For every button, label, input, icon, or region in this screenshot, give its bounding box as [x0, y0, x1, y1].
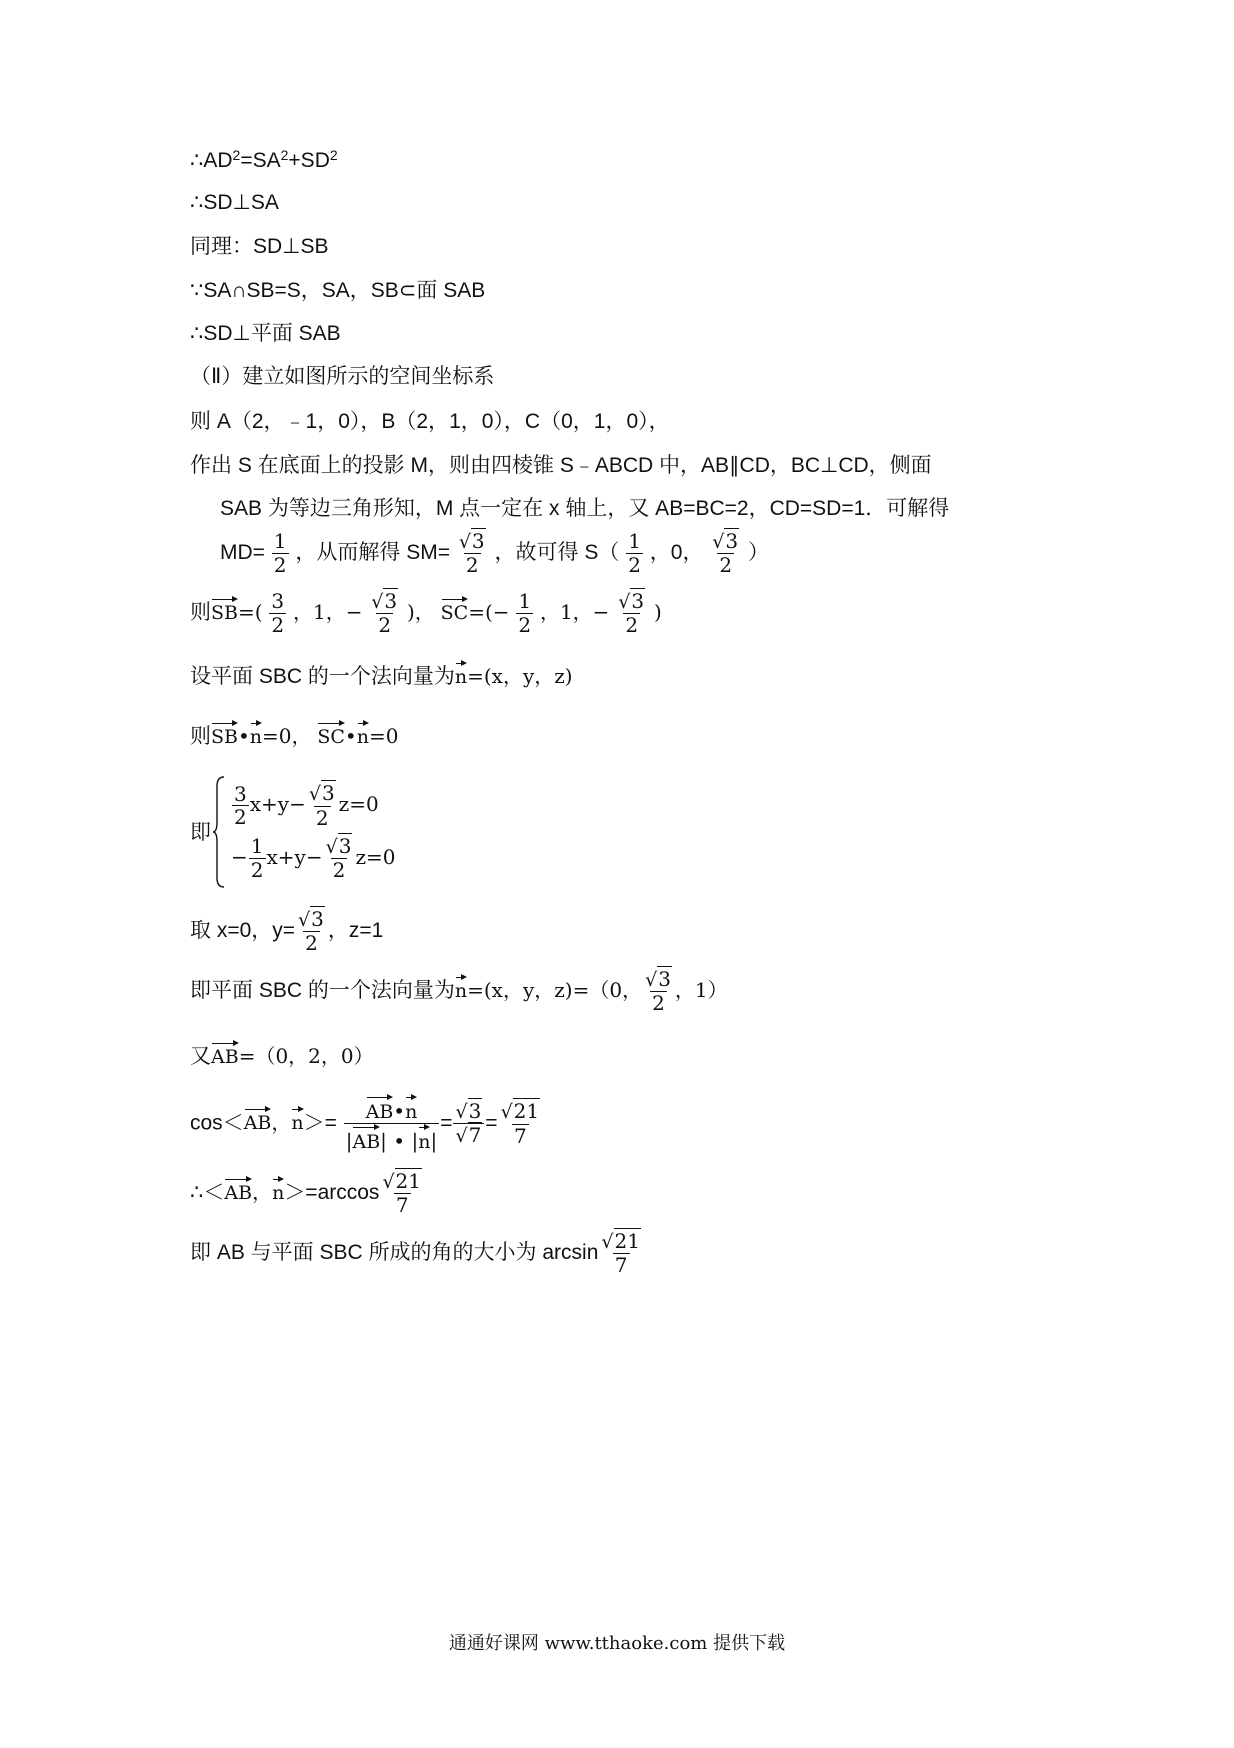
- line-choose-values: [190, 908, 383, 955]
- text: ＞=arccos: [284, 1180, 380, 1204]
- fraction-root3-over-2: $\frac{√3}{2}$: [298, 907, 324, 956]
- system-equations: [231, 782, 395, 881]
- line-arccos: [190, 1170, 425, 1217]
- text: ，1）: [674, 977, 728, 1002]
- text: =: [485, 1111, 498, 1135]
- text: ，: [252, 1179, 273, 1204]
- vector-sb: SB: [211, 596, 238, 623]
- text: =0，: [262, 724, 312, 748]
- exponent: 2: [329, 147, 338, 163]
- text: ∴＜: [190, 1180, 225, 1204]
- text: 即平面 SBC 的一个法向量为: [190, 978, 455, 1002]
- line-final-answer: [190, 1230, 644, 1277]
- text: ): [653, 599, 662, 624]
- fraction-root3-over-2: $\frac{√3}{2}$: [645, 967, 671, 1016]
- text: ∴AD: [190, 149, 233, 172]
- line-normal-vector-result: [190, 968, 728, 1015]
- line-dot-products: [190, 720, 398, 747]
- fraction-root3-over-2: $\frac{√3}{2}$: [325, 834, 352, 883]
- text: =(x，y，z)=（0，: [467, 977, 643, 1002]
- text: =SA: [240, 149, 281, 172]
- text: ，从而解得 SM=: [295, 540, 450, 564]
- text: =(x，y，z): [467, 664, 573, 688]
- equation-system: [190, 776, 395, 888]
- vector-n: n: [455, 660, 467, 687]
- page-footer: 通通好课网 www.tthaoke.com 提供下载: [448, 1633, 786, 1654]
- line-intersection: ∵SA∩SB=S，SA，SB⊂面 SAB: [190, 279, 486, 302]
- fraction-root3-over-2: $\frac{√3}{2}$: [712, 529, 739, 578]
- text: ，1，−: [292, 599, 363, 624]
- fraction-one-half: $\frac{1}{2}$: [628, 529, 641, 577]
- fraction-root3-over-root7: $\frac{√3}{√7}$: [453, 1100, 484, 1148]
- text: ，1，−: [539, 599, 610, 624]
- fraction-root21-over-7: $\frac{√21}{7}$: [601, 1229, 640, 1278]
- fraction-dot-over-norms: $\frac{AB•n}{|AB| • |n|}$: [344, 1094, 439, 1154]
- text: cos＜: [190, 1111, 244, 1135]
- vector-n: n: [291, 1106, 303, 1133]
- fraction-one-half: $\frac{1}{2}$: [250, 834, 264, 882]
- text: ，0，: [649, 540, 704, 564]
- line-vector-ab: [190, 1040, 374, 1067]
- text: ，z=1: [327, 918, 384, 942]
- dot-operator: •: [237, 724, 250, 748]
- vector-ab: AB: [224, 1176, 252, 1203]
- text: =0: [368, 724, 399, 748]
- line-s-point: [220, 530, 769, 577]
- vector-ab: AB: [244, 1106, 272, 1133]
- line-sd-perp-plane: ∴SD⊥平面 SAB: [190, 322, 341, 345]
- text: 取 x=0，y=: [190, 918, 296, 942]
- text: =(: [237, 599, 263, 624]
- vector-n: n: [250, 720, 262, 747]
- equation-two: − $\frac{1}{2}$ x+y− $\frac{√3}{2}$ z=0: [231, 834, 396, 883]
- fraction-three-halves: $\frac{3}{2}$: [271, 589, 285, 637]
- text: 则: [190, 725, 211, 748]
- text: 则: [190, 600, 211, 624]
- text: +SD: [288, 149, 330, 172]
- vector-sc: SC: [441, 596, 469, 623]
- line-ad-squared: [190, 148, 338, 171]
- text: ）: [747, 540, 769, 564]
- text: 又: [190, 1045, 211, 1068]
- line-part-two-heading: （Ⅱ）建立如图所示的空间坐标系: [190, 365, 495, 388]
- text: MD=: [220, 540, 265, 564]
- vector-n: n: [357, 720, 369, 747]
- fraction-three-halves: $\frac{3}{2}$: [234, 781, 247, 830]
- line-sd-perp-sa: ∴SD⊥SA: [190, 191, 279, 214]
- fraction-root3-over-2: $\frac{√3}{2}$: [371, 589, 398, 638]
- fraction-root3-over-2: $\frac{√3}{2}$: [618, 589, 645, 638]
- dot-operator: •: [344, 724, 357, 748]
- line-vectors-sb-sc: [190, 590, 662, 637]
- exponent: 2: [232, 147, 241, 163]
- fraction-root3-over-2: $\frac{√3}{2}$: [308, 781, 335, 830]
- text: ＞=: [303, 1111, 337, 1135]
- vector-sc: SC: [317, 720, 345, 747]
- line-cosine: [190, 1094, 543, 1154]
- fraction-root3-over-2: $\frac{√3}{2}$: [458, 529, 485, 578]
- fraction-one-half: $\frac{1}{2}$: [518, 589, 532, 637]
- line-coordinates: 则 A（2，﹣1，0），B（2，1，0），C（0，1，0），: [190, 410, 670, 433]
- text: =（0，2，0）: [238, 1044, 374, 1068]
- fraction-root21-over-7: $\frac{√21}{7}$: [382, 1169, 421, 1218]
- left-brace-icon: [213, 776, 225, 888]
- text: 即 AB 与平面 SBC 所成的角的大小为 arcsin: [190, 1240, 599, 1264]
- text: 即: [190, 820, 211, 844]
- vector-n: n: [272, 1176, 284, 1203]
- vector-sb: SB: [211, 720, 238, 747]
- line-normal-vector-def: [190, 660, 573, 687]
- text: ，: [271, 1110, 292, 1135]
- text: 设平面 SBC 的一个法向量为: [190, 665, 455, 688]
- equation-one: $\frac{3}{2}$ x+y− $\frac{√3}{2}$ z=0: [234, 781, 379, 830]
- line-projection: 作出 S 在底面上的投影 M，则由四棱锥 S﹣ABCD 中，AB∥CD，BC⊥CD，侧面: [190, 454, 932, 477]
- fraction-one-half: $\frac{1}{2}$: [273, 529, 287, 577]
- system-wrapper: [190, 776, 395, 888]
- text: =: [440, 1111, 453, 1135]
- text: =(−: [468, 599, 510, 624]
- vector-n: n: [455, 974, 467, 1001]
- exponent: 2: [280, 147, 289, 163]
- line-sd-perp-sb: 同理：SD⊥SB: [190, 235, 329, 258]
- vector-ab: AB: [211, 1040, 239, 1067]
- line-projection-cont: SAB 为等边三角形知，M 点一定在 x 轴上，又 AB=BC=2，CD=SD=1．可解得: [220, 497, 950, 520]
- text: )，: [406, 599, 435, 624]
- fraction-root21-over-7: $\frac{√21}{7}$: [500, 1099, 540, 1148]
- text: ，故可得 S（: [494, 540, 620, 564]
